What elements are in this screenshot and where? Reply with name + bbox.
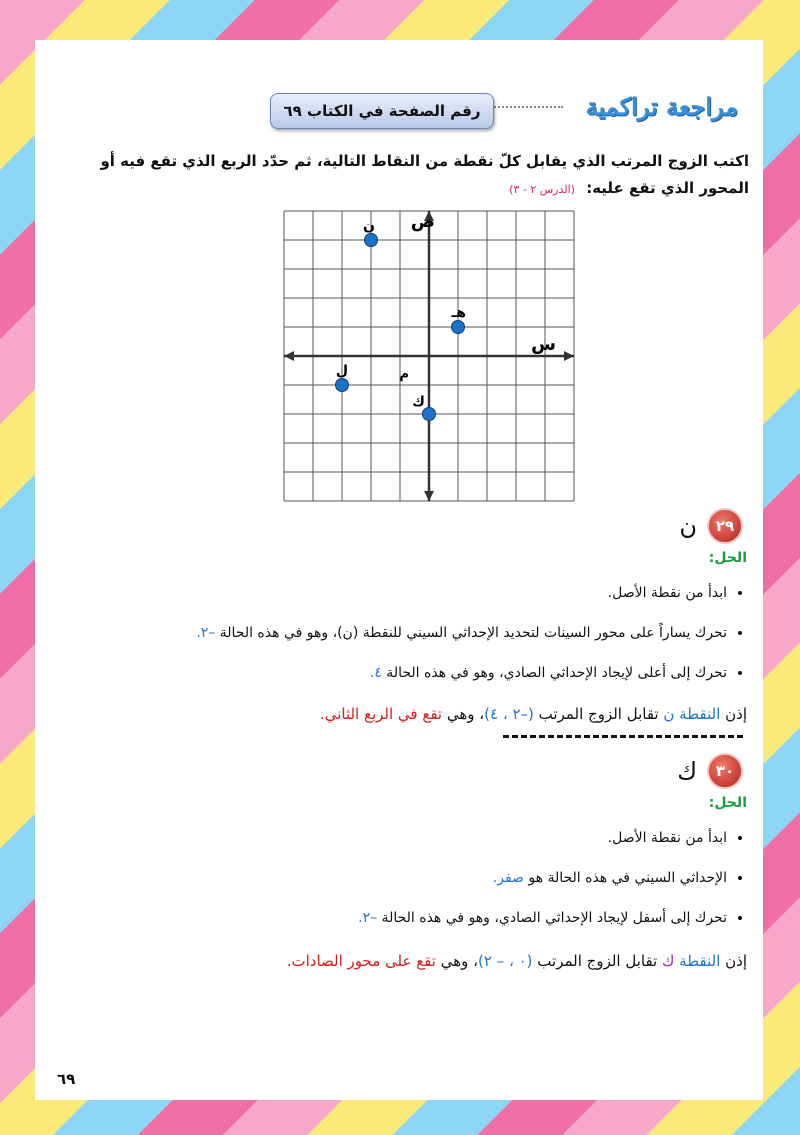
conclusion-30: إذن النقطة ك تقابل الزوج المرتب (٠ ، – ٢)، وهي تقع على محور الصادات. xyxy=(286,952,747,970)
step-item: • تحرك إلى أعلى لإيجاد الإحداثي الصادي، وهو في هذه الحالة ٤. xyxy=(47,663,727,683)
solution-label: الحل: xyxy=(708,550,747,566)
coordinate-grid xyxy=(280,207,584,515)
step-item: • الإحداثي السيني في هذه الحالة هو صفر. xyxy=(47,868,727,888)
step-item: • تحرك يساراً على محور السينات لتحديد الإحداثي السيني للنقطة (ن)، وهو في هذه الحالة –٢. xyxy=(47,623,727,643)
plot-point xyxy=(452,321,465,334)
point-label: ل xyxy=(335,363,348,379)
section-title: مراجعة تراكمية xyxy=(585,92,738,121)
x-axis-arrow-left xyxy=(284,351,294,361)
solution-steps xyxy=(47,828,747,948)
coordinate-plane-svg xyxy=(280,207,584,511)
book-page-badge: رقم الصفحة في الكتاب ٦٩ xyxy=(270,93,494,129)
point-label: هـ xyxy=(451,305,466,321)
point-label: ك xyxy=(412,394,425,410)
ordered-pair: (٠ ، – ٢) xyxy=(478,952,533,970)
quadrant-result: تقع في الربع الثاني. xyxy=(319,705,443,723)
plot-point xyxy=(336,379,349,392)
y-axis-label: ص xyxy=(410,211,435,232)
worksheet-page xyxy=(35,40,763,1100)
origin-label: م xyxy=(399,367,409,382)
step-value: ٤. xyxy=(369,665,382,681)
solution-label: الحل: xyxy=(708,795,747,811)
ordered-pair: (–٢ ، ٤) xyxy=(484,705,534,723)
problem-29-header xyxy=(679,508,743,544)
point-label: ن xyxy=(363,218,375,234)
step-item: • ابدأ من نقطة الأصل. xyxy=(47,828,727,848)
question-body: اكتب الزوج المرتب الذي يقابل كلّ نقطة من النقاط التالية، ثم حدّد الربع الذي تقع فيه أو المحور الذي تقع عليه: xyxy=(100,152,749,197)
problem-letter: ن xyxy=(679,512,697,540)
y-axis-arrow-bottom xyxy=(424,491,434,501)
lesson-reference: (الدرس ٢ - ٣) xyxy=(509,183,575,196)
separator-dashes xyxy=(503,735,743,738)
problem-letter: ك xyxy=(677,757,697,785)
step-item: • ابدأ من نقطة الأصل. xyxy=(47,583,727,603)
step-value: –٢. xyxy=(358,910,378,926)
point-letter: ك xyxy=(662,952,675,970)
x-axis-label: س xyxy=(531,334,556,355)
point-word: النقطة xyxy=(679,952,721,970)
problem-number-badge: ٣٠ xyxy=(707,753,743,789)
step-value: صفر. xyxy=(492,870,524,886)
conclusion-29: إذن النقطة ن تقابل الزوج المرتب (–٢ ، ٤)، وهي تقع في الربع الثاني. xyxy=(319,705,747,723)
problem-30-header xyxy=(677,753,743,789)
question-text xyxy=(49,148,749,203)
x-axis-arrow-right xyxy=(564,351,574,361)
axis-result: تقع على محور الصادات. xyxy=(286,952,436,970)
point-name: النقطة ن xyxy=(663,705,721,723)
problem-number-badge: ٢٩ xyxy=(707,508,743,544)
step-item: • تحرك إلى أسفل لإيجاد الإحداثي الصادي، وهو في هذه الحالة –٢. xyxy=(47,908,727,928)
page-number: ٦٩ xyxy=(57,1070,76,1088)
plot-point xyxy=(365,234,378,247)
step-value: –٢. xyxy=(196,625,216,641)
solution-steps xyxy=(47,583,747,703)
